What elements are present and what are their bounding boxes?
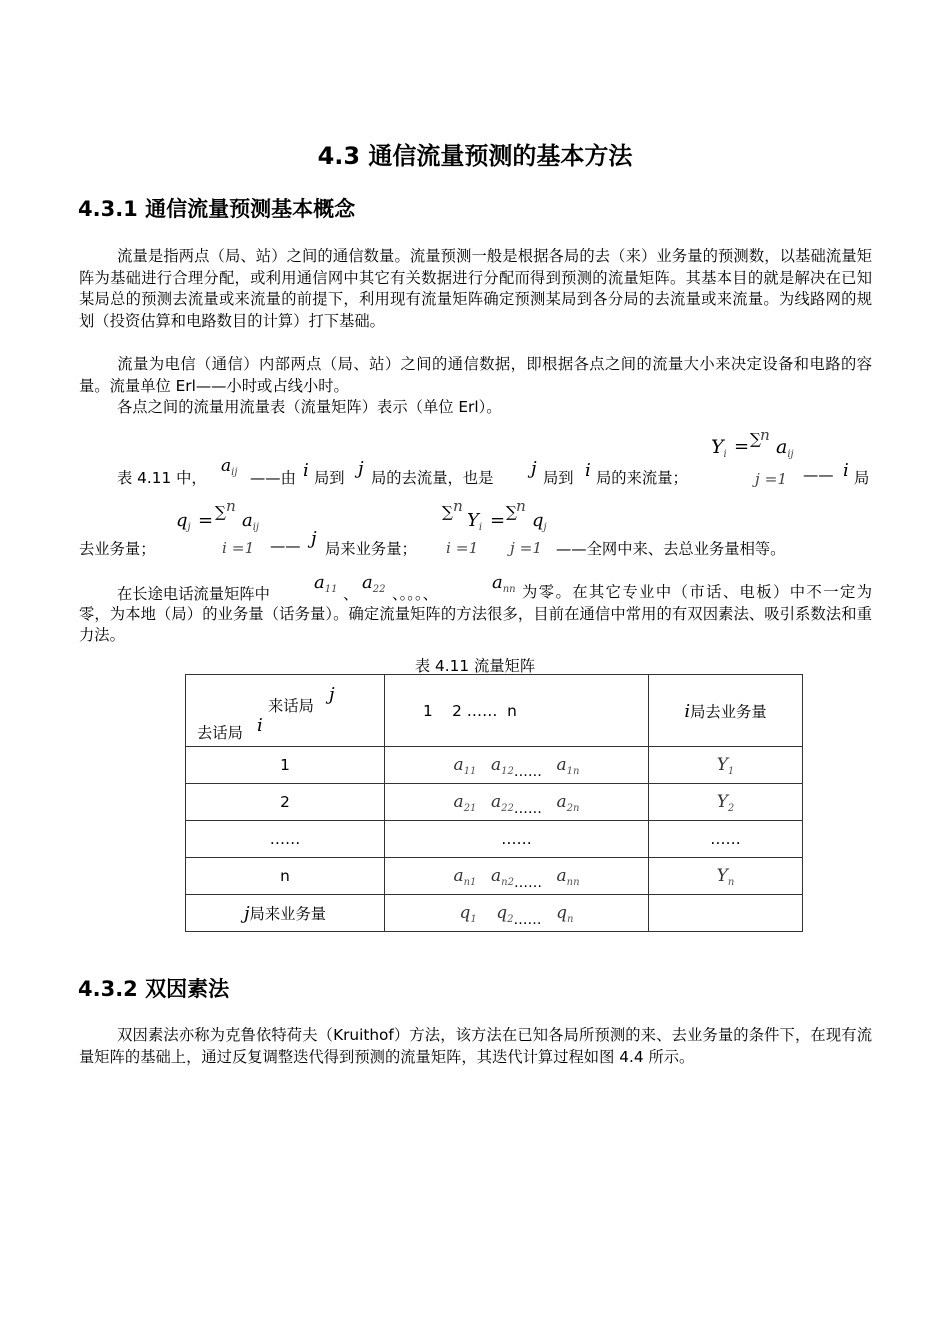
section-heading-4-3-2: 4.3.2 双因素法 bbox=[78, 977, 230, 1001]
table-row: 2 $a_{21}$ $a_{22}\dots\dots$ $a_{2n}$ $Y_2$ bbox=[186, 784, 803, 821]
paragraph-kruithof: 双因素法亦称为克鲁依特荷夫（Kruithof）方法，该方法在已知各局所预测的来、去业务量的条件下，在现有流量矩阵的基础上，通过反复调整迭代得到预测的流量矩阵，其迭代计算过程如图 4.4 所示。 bbox=[79, 1026, 872, 1066]
table-row: …… …… …… bbox=[186, 821, 803, 858]
column-index-header: 1 2 …… n bbox=[385, 675, 649, 747]
paragraph-flow-definition: 流量是指两点（局、站）之间的通信数量。流量预测一般是根据各局的去（来）业务量的预测数，以基础流量矩阵为基础进行合理分配，或利用通信网中其它有关数据进行分配而得到预测的流量矩阵。其基本目的就是解决在已知某局总的预测去流量或来流量的前提下，利用现有流量矩阵确定预测某局到各分局的去流量或来流量。为线路网的规划（投资估算和电路数目的计算）打下基础。 bbox=[79, 247, 872, 330]
table-row: n $a_{n1}$ $a_{n2}\dots\dots$ $a_{nn}$ $Y_n$ bbox=[186, 858, 803, 895]
corner-cell: 来话局 j 去话局 i bbox=[186, 675, 385, 747]
page-title: 4.3 通信流量预测的基本方法 bbox=[317, 142, 633, 170]
document-page: 4.3 通信流量预测的基本方法 4.3.1 通信流量预测基本概念 流量是指两点（局、站）之间的通信数量。流量预测一般是根据各局的去（来）业务量的预测数，以基础流量矩阵为基础进行合理分配，或利用通信网中其它有关数据进行分配而得到预测的流量矩阵。其基本目的就是解决在已知某局总的预测去流量或来流量的前提下，利用现有流量矩阵确定预测某局到各分局的去流量或来流量。为线路网的规划（投资估算和电路数目的计算）打下基础。 流量为电信（通信）内部两点（局、站）之间的通信数据，即根据各点之间的流量大小来决定设备和电路的容量。流量单位 Erl——小时或占线小时。 各点之间的流量用流量表（流量矩阵）表示（单位 Erl）。 表 4.11 中， $a_{ij}$ ——由 i 局到 j 局的去流量，也是 j 局到 i 局的来流量； $Y_i$ = ∑ n j =1 $a_{ij}$ —— i 局 去业务量； $q_j$ = ∑ n i =1 $a_{ij}$ —— j 局来业务量； ∑ n i =1 $Y_i$ = ∑ n j =1 $q_j$ ——全网中来、去总业务量相等。 在长途电话流量矩阵中 $a_{11}$ 、 $a_{22}$ 、。。。、 $a_{nn}$ 为零。在其它专业中（市话、电板）中不一定为零，为本地（局）的业务量（话务量）。确定流量矩阵的方法很多，目前在通信中常用的有双因素法、吸引系数法和重力法。 表 4.11 流量矩阵 来话局 j 去话局 i 1 2 …… n i局去业务量 1 $a_{11}$ $a_{12}\dots\dots$ $a_{1n}$ $Y_1$ 2 $a_{21}$ $a_{22}\dots\dots$ $a_{2n}$ $Y_2$ …… …… …… n $a_{n1}$ $a_{n2}\dots\dots$ $a_{nn}$ $Y_n$ j局来业务量 $q_1$ $q_2\dots\dots$ $q_n$ 4.3.2 双因素法 双因素法亦称为克鲁依特荷夫（Kruithof）方法，该方法在已知各局所预测的来、去业务量的条件下，在现有流量矩阵的基础上，通过反复调整迭代得到预测的流量矩阵，其迭代计算过程如图 4.4 所示。 bbox=[0, 0, 950, 1342]
a-ij-symbol: $a_{ij}$ bbox=[221, 456, 238, 478]
table-row: 1 $a_{11}$ $a_{12}\dots\dots$ $a_{1n}$ $Y_1$ bbox=[186, 747, 803, 784]
paragraph-flow-table: 各点之间的流量用流量表（流量矩阵）表示（单位 Erl）。 bbox=[117, 398, 502, 416]
table-caption: 表 4.11 流量矩阵 bbox=[414, 657, 536, 675]
section-heading-4-3-1: 4.3.1 通信流量预测基本概念 bbox=[78, 197, 356, 221]
table-footer-row: j局来业务量 $q_1$ $q_2\dots\dots$ $q_n$ bbox=[186, 895, 803, 932]
table-header-row bbox=[186, 675, 803, 747]
paragraph-flow-unit: 流量为电信（通信）内部两点（局、站）之间的通信数据，即根据各点之间的流量大小来决定设备和电路的容量。流量单位 Erl——小时或占线小时。 bbox=[79, 355, 872, 395]
flow-matrix-table bbox=[185, 674, 803, 932]
outgoing-total-header: i局去业务量 bbox=[649, 675, 803, 747]
